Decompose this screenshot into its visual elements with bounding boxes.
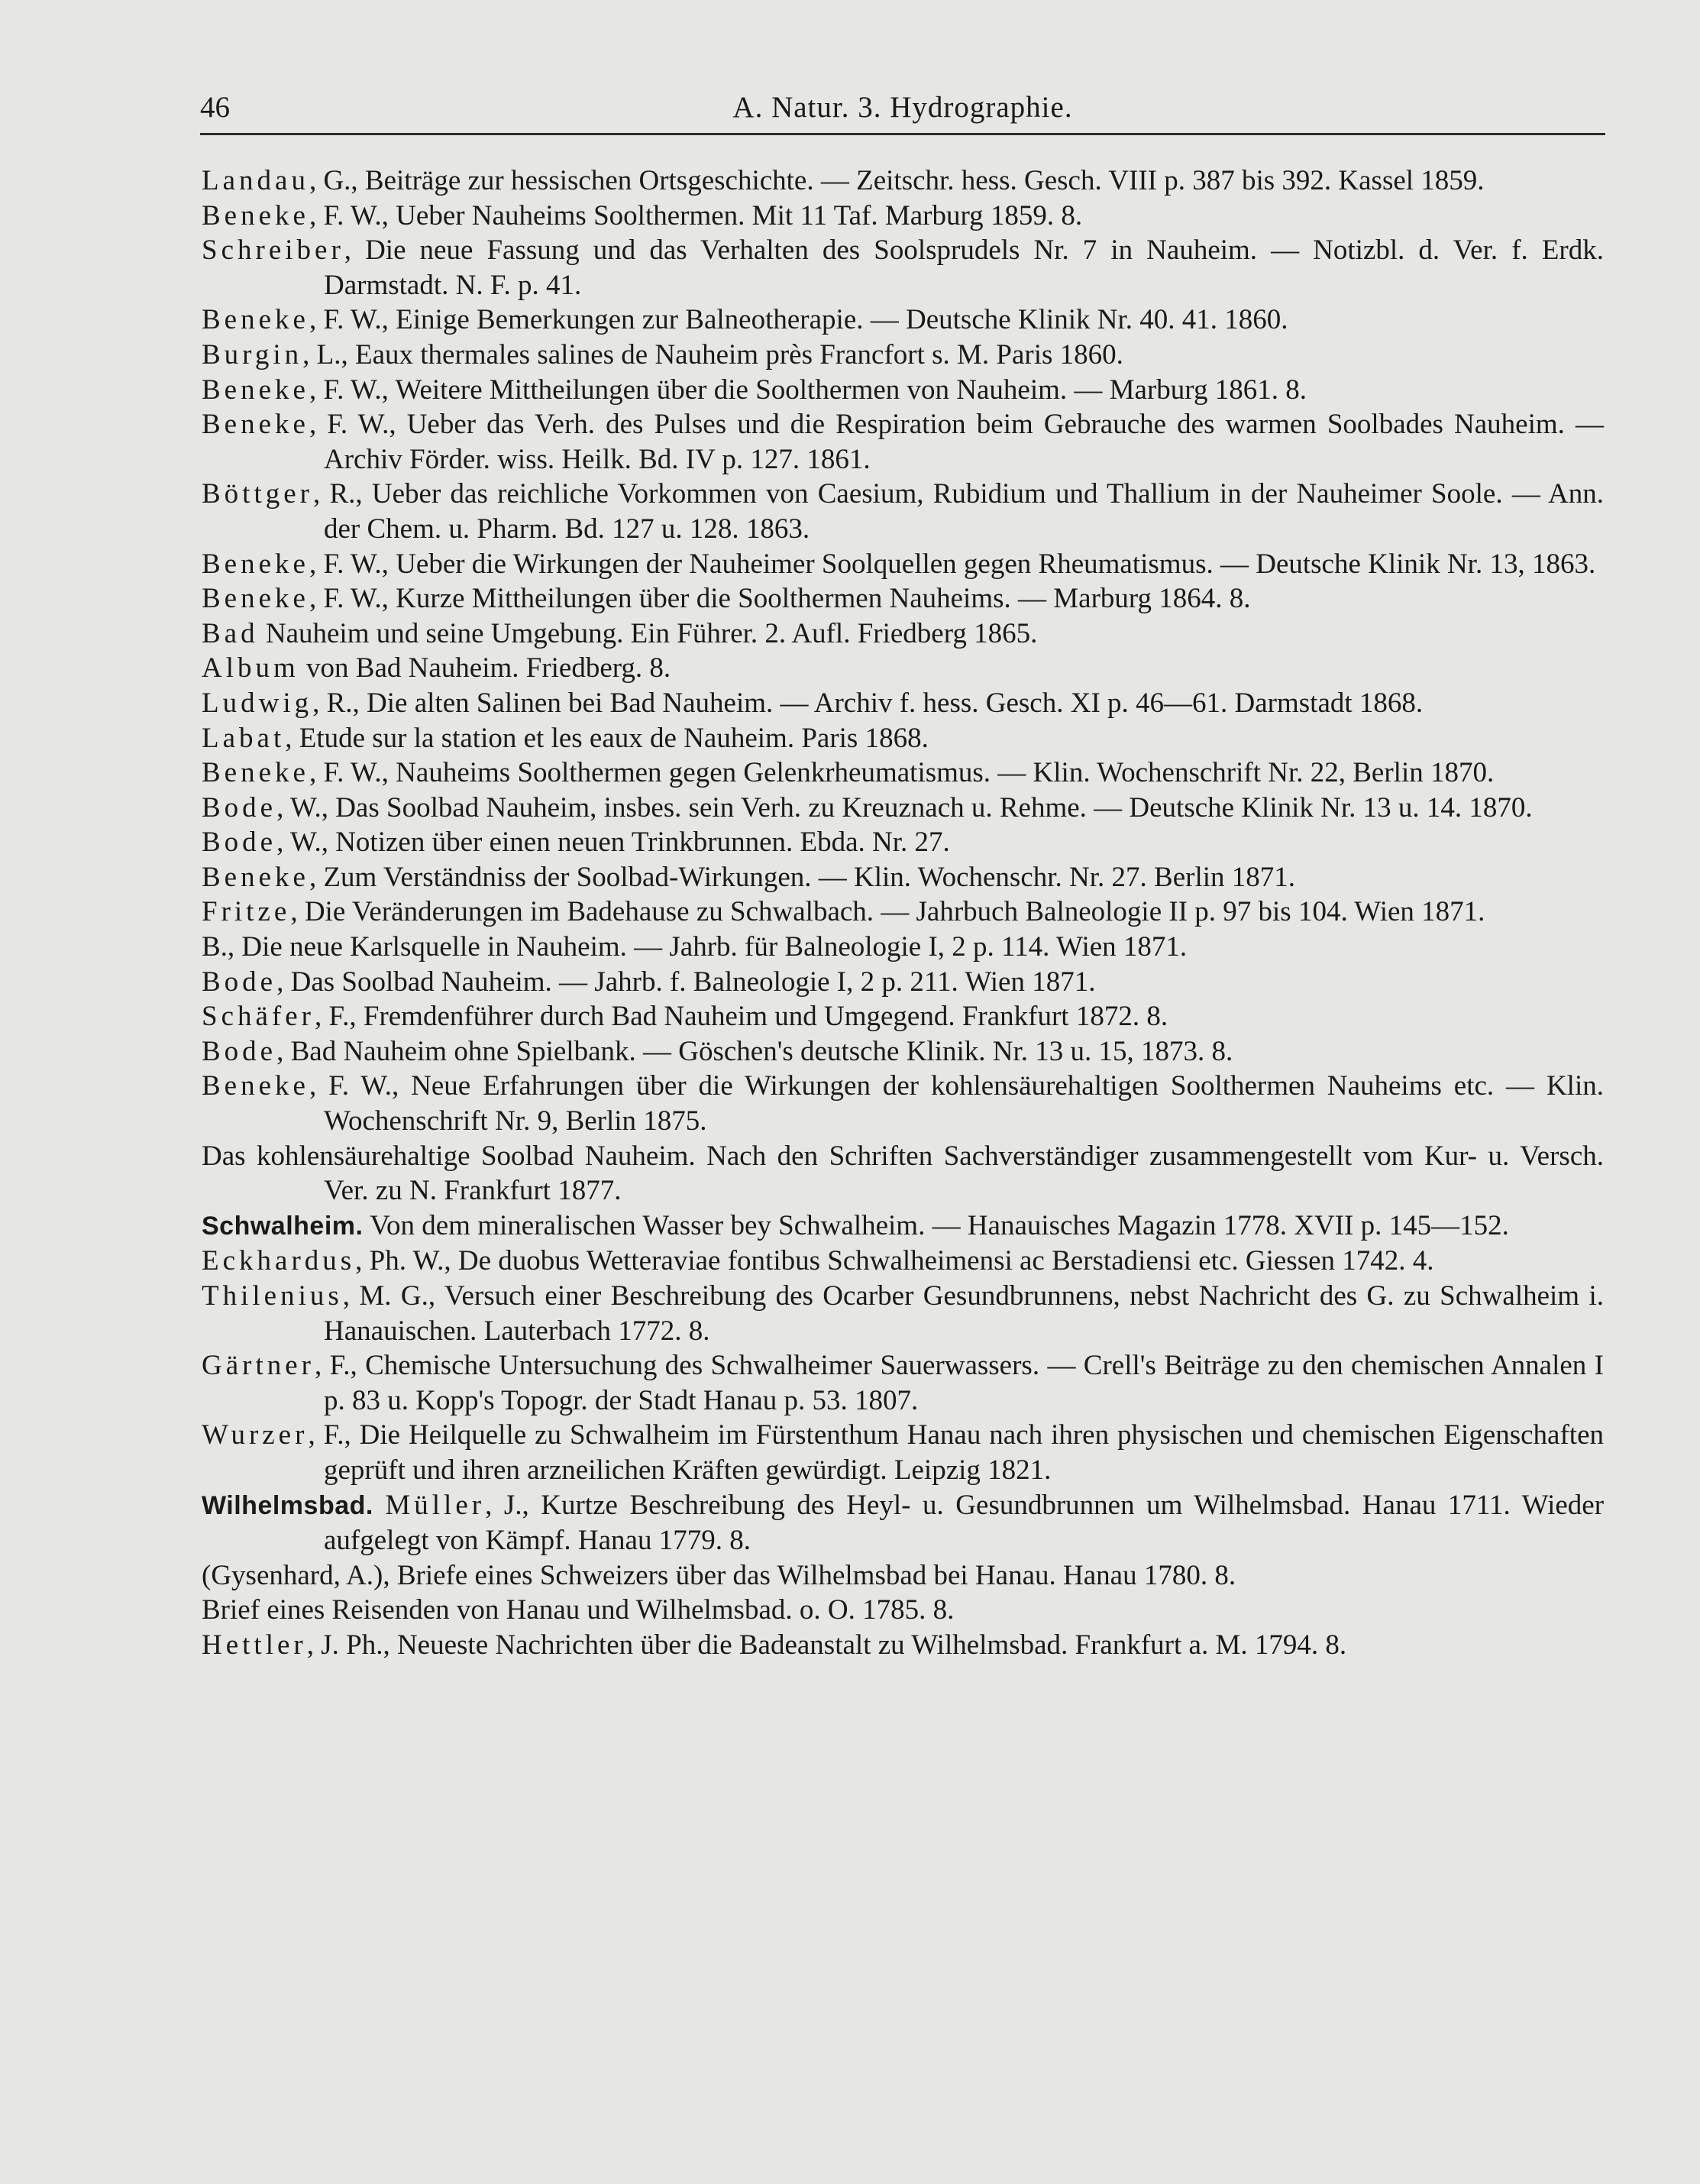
entry-text: , Die Veränderungen im Badehause zu Schwalbach. — Jahrbuch Balneologie II p. 97 bis 104. Wien 1871.	[290, 896, 1485, 928]
entry-author: Beneke	[202, 548, 309, 580]
bibliography-entry	[202, 965, 1604, 1000]
entry-text: Brief eines Reisenden von Hanau und Wilhelmsbad. o. O. 1785. 8.	[202, 1594, 955, 1626]
entry-text: (Gysenhard, A.), Briefe eines Schweizers über das Wilhelmsbad bei Hanau. Hanau 1780. 8.	[202, 1559, 1236, 1591]
entry-author: Bode	[202, 1035, 277, 1067]
bibliography-entry	[202, 1628, 1604, 1663]
bibliography-entry	[202, 616, 1604, 652]
bibliography-entry	[202, 303, 1604, 338]
bibliography-entry	[202, 1593, 1604, 1628]
bibliography-entry	[202, 999, 1604, 1034]
running-head: A. Natur. 3. Hydrographie.	[732, 91, 1073, 124]
entry-text: , Bad Nauheim ohne Spielbank. — Göschen's deutsche Klinik. Nr. 13 u. 15, 1873. 8.	[276, 1035, 1233, 1067]
entry-text: , F. W., Ueber Nauheims Soolthermen. Mit 11 Taf. Marburg 1859. 8.	[309, 199, 1083, 231]
entry-text: , F. W., Einige Bemerkungen zur Balneotherapie. — Deutsche Klinik Nr. 40. 41. 1860.	[309, 304, 1288, 336]
entry-author: Beneke	[202, 861, 309, 893]
entry-author: Gärtner	[202, 1350, 315, 1382]
entry-author: Schäfer	[202, 1001, 315, 1033]
entry-author: Bad	[202, 617, 259, 649]
bibliography-entry	[202, 930, 1604, 965]
bibliography-entry	[202, 163, 1604, 199]
place-heading: Schwalheim.	[202, 1211, 364, 1241]
bibliography-entry	[202, 338, 1604, 373]
entry-text: , F. W., Neue Erfahrungen über die Wirkungen der kohlensäurehaltigen Soolthermen Nauheims etc. — Klin. Wochenschrift Nr. 9, Berlin 1875.	[309, 1070, 1604, 1137]
bibliography-entry	[202, 1208, 1604, 1244]
page-header	[200, 90, 1605, 136]
bibliography-entry	[202, 756, 1604, 791]
header-rule	[200, 133, 1605, 135]
bibliography-entry	[202, 1348, 1604, 1418]
bibliography-entry	[202, 1488, 1604, 1558]
entry-text: von Bad Nauheim. Friedberg. 8.	[299, 652, 671, 684]
bibliography-entry	[202, 199, 1604, 234]
bibliography-entry	[202, 477, 1604, 546]
entry-text: , M. G., Versuch einer Beschreibung des Ocarber Gesundbrunnens, nebst Nachricht des G. zu Schwalheim i. Hanauischen. Lauterbach 1772. 8.	[324, 1280, 1604, 1347]
entry-text: , F., Die Heilquelle zu Schwalheim im Fürstenthum Hanau nach ihren physischen und chemischen Eigenschaften geprüft und ihren arzneilichen Kräften gewürdigt. Leipzig 1821.	[308, 1419, 1604, 1486]
bibliography-entry	[202, 581, 1604, 616]
entry-author: Beneke	[202, 304, 309, 336]
bibliography-entry	[202, 791, 1604, 826]
entry-text: , F. W., Ueber das Verh. des Pulses und die Respiration beim Gebrauche des warmen Soolbades Nauheim. — Archiv Förder. wiss. Heilk. Bd. IV p. 127. 1861.	[309, 409, 1604, 475]
entry-author: Bode	[202, 791, 277, 823]
entry-author: Bode	[202, 827, 277, 859]
entry-text: , F. W., Kurze Mittheilungen über die Soolthermen Nauheims. — Marburg 1864. 8.	[309, 583, 1251, 615]
entry-author: Müller	[385, 1489, 486, 1521]
bibliography-entry	[202, 1139, 1604, 1208]
entry-text: , F., Fremdenführer durch Bad Nauheim und Umgegend. Frankfurt 1872. 8.	[315, 1001, 1168, 1033]
entry-author: Böttger	[202, 478, 313, 510]
entry-text: , W., Das Soolbad Nauheim, insbes. sein Verh. zu Kreuznach u. Rehme. — Deutsche Klinik Nr. 13 u. 14. 1870.	[276, 791, 1533, 823]
entry-text: , F., Chemische Untersuchung des Schwalheimer Sauerwassers. — Crell's Beiträge zu den chemischen Annalen I p. 83 u. Kopp's Topogr. der Stadt Hanau p. 53. 1807.	[315, 1350, 1604, 1416]
entry-author: Beneke	[202, 374, 309, 406]
place-heading: Wilhelmsbad.	[202, 1490, 373, 1520]
entry-text: B., Die neue Karlsquelle in Nauheim. — Jahrb. für Balneologie I, 2 p. 114. Wien 1871.	[202, 931, 1188, 963]
entry-author: Schreiber	[202, 235, 344, 267]
entry-text: , Zum Verständniss der Soolbad-Wirkungen. — Klin. Wochenschr. Nr. 27. Berlin 1871.	[309, 861, 1296, 893]
bibliography-entry	[202, 1244, 1604, 1279]
entry-author: Fritze	[202, 896, 291, 928]
entry-text: , R., Ueber das reichliche Vorkommen von Caesium, Rubidium und Thallium in der Nauheimer Soole. — Ann. der Chem. u. Pharm. Bd. 127 u. 128. 1863.	[312, 478, 1604, 545]
bibliography-entry	[202, 721, 1604, 756]
entry-author: Eckhardus	[202, 1245, 356, 1277]
entry-author: Hettler	[202, 1629, 307, 1661]
bibliography-entry	[202, 860, 1604, 895]
entry-text: , G., Beiträge zur hessischen Ortsgeschichte. — Zeitschr. hess. Gesch. VIII p. 387 bis 392. Kassel 1859.	[309, 165, 1485, 196]
entry-text: , F. W., Nauheims Soolthermen gegen Gelenkrheumatismus. — Klin. Wochenschrift Nr. 22, Berlin 1870.	[309, 757, 1495, 789]
entry-text: , Die neue Fassung und das Verhalten des Soolsprudels Nr. 7 in Nauheim. — Notizbl. d. Ver. f. Erdk. Darmstadt. N. F. p. 41.	[324, 235, 1604, 301]
bibliography-list	[202, 163, 1604, 1663]
bibliography-entry	[202, 373, 1604, 408]
entry-text: , J., Kurtze Beschreibung des Heyl- u. Gesundbrunnen um Wilhelmsbad. Hanau 1711. Wieder aufgelegt von Kämpf. Hanau 1779. 8.	[324, 1489, 1605, 1557]
bibliography-entry	[202, 895, 1604, 930]
bibliography-entry	[202, 1418, 1604, 1487]
bibliography-entry	[202, 825, 1604, 860]
entry-author: Burgin	[202, 338, 303, 370]
entry-author: Labat	[202, 722, 286, 754]
bibliography-entry	[202, 686, 1604, 721]
entry-text: , F. W., Weitere Mittheilungen über die Soolthermen von Nauheim. — Marburg 1861. 8.	[309, 374, 1307, 406]
entry-author: Beneke	[202, 583, 309, 615]
entry-author: Landau	[202, 165, 309, 196]
bibliography-entry	[202, 651, 1604, 686]
entry-text: , Ph. W., De duobus Wetteraviae fontibus Schwalheimensi ac Berstadiensi etc. Giessen 1742. 4.	[355, 1245, 1434, 1277]
entry-author: Beneke	[202, 1070, 309, 1102]
entry-author: Bode	[202, 966, 277, 998]
entry-author: Thilenius	[202, 1280, 343, 1312]
bibliography-entry	[202, 1069, 1604, 1138]
bibliography-entry	[202, 1034, 1604, 1069]
entry-text: , Das Soolbad Nauheim. — Jahrb. f. Balneologie I, 2 p. 211. Wien 1871.	[276, 966, 1096, 998]
entry-author: Beneke	[202, 757, 309, 789]
bibliography-entry	[202, 407, 1604, 477]
entry-text: Nauheim und seine Umgebung. Ein Führer. 2. Aufl. Friedberg 1865.	[258, 617, 1038, 649]
entry-author: Beneke	[202, 409, 309, 441]
bibliography-entry	[202, 547, 1604, 582]
entry-text: , L., Eaux thermales salines de Nauheim près Francfort s. M. Paris 1860.	[302, 338, 1123, 370]
entry-text: , R., Die alten Salinen bei Bad Nauheim. — Archiv f. hess. Gesch. XI p. 46—61. Darmstadt 1868.	[312, 687, 1424, 719]
entry-author: Wurzer	[202, 1419, 309, 1451]
entry-author: Album	[202, 652, 299, 684]
entry-author: Ludwig	[202, 687, 313, 719]
bibliography-entry	[202, 1279, 1604, 1348]
entry-text: Von dem mineralischen Wasser bey Schwalheim. — Hanauisches Magazin 1778. XVII p. 145—152.	[370, 1209, 1509, 1241]
page-number: 46	[200, 91, 230, 124]
entry-text: Das kohlensäurehaltige Soolbad Nauheim. Nach den Schriften Sachverständiger zusammengestellt vom Kur- u. Versch. Ver. zu N. Frankfurt 1877.	[202, 1140, 1604, 1207]
entry-text: , J. Ph., Neueste Nachrichten über die Badeanstalt zu Wilhelmsbad. Frankfurt a. M. 1794. 8.	[306, 1629, 1347, 1661]
entry-text: , F. W., Ueber die Wirkungen der Nauheimer Soolquellen gegen Rheumatismus. — Deutsche Klinik Nr. 13, 1863.	[309, 548, 1596, 580]
entry-text: , W., Notizen über einen neuen Trinkbrunnen. Ebda. Nr. 27.	[276, 827, 950, 859]
entry-author: Beneke	[202, 199, 309, 231]
bibliography-entry	[202, 1558, 1604, 1594]
bibliography-entry	[202, 233, 1604, 303]
entry-text: , Etude sur la station et les eaux de Nauheim. Paris 1868.	[285, 722, 929, 754]
